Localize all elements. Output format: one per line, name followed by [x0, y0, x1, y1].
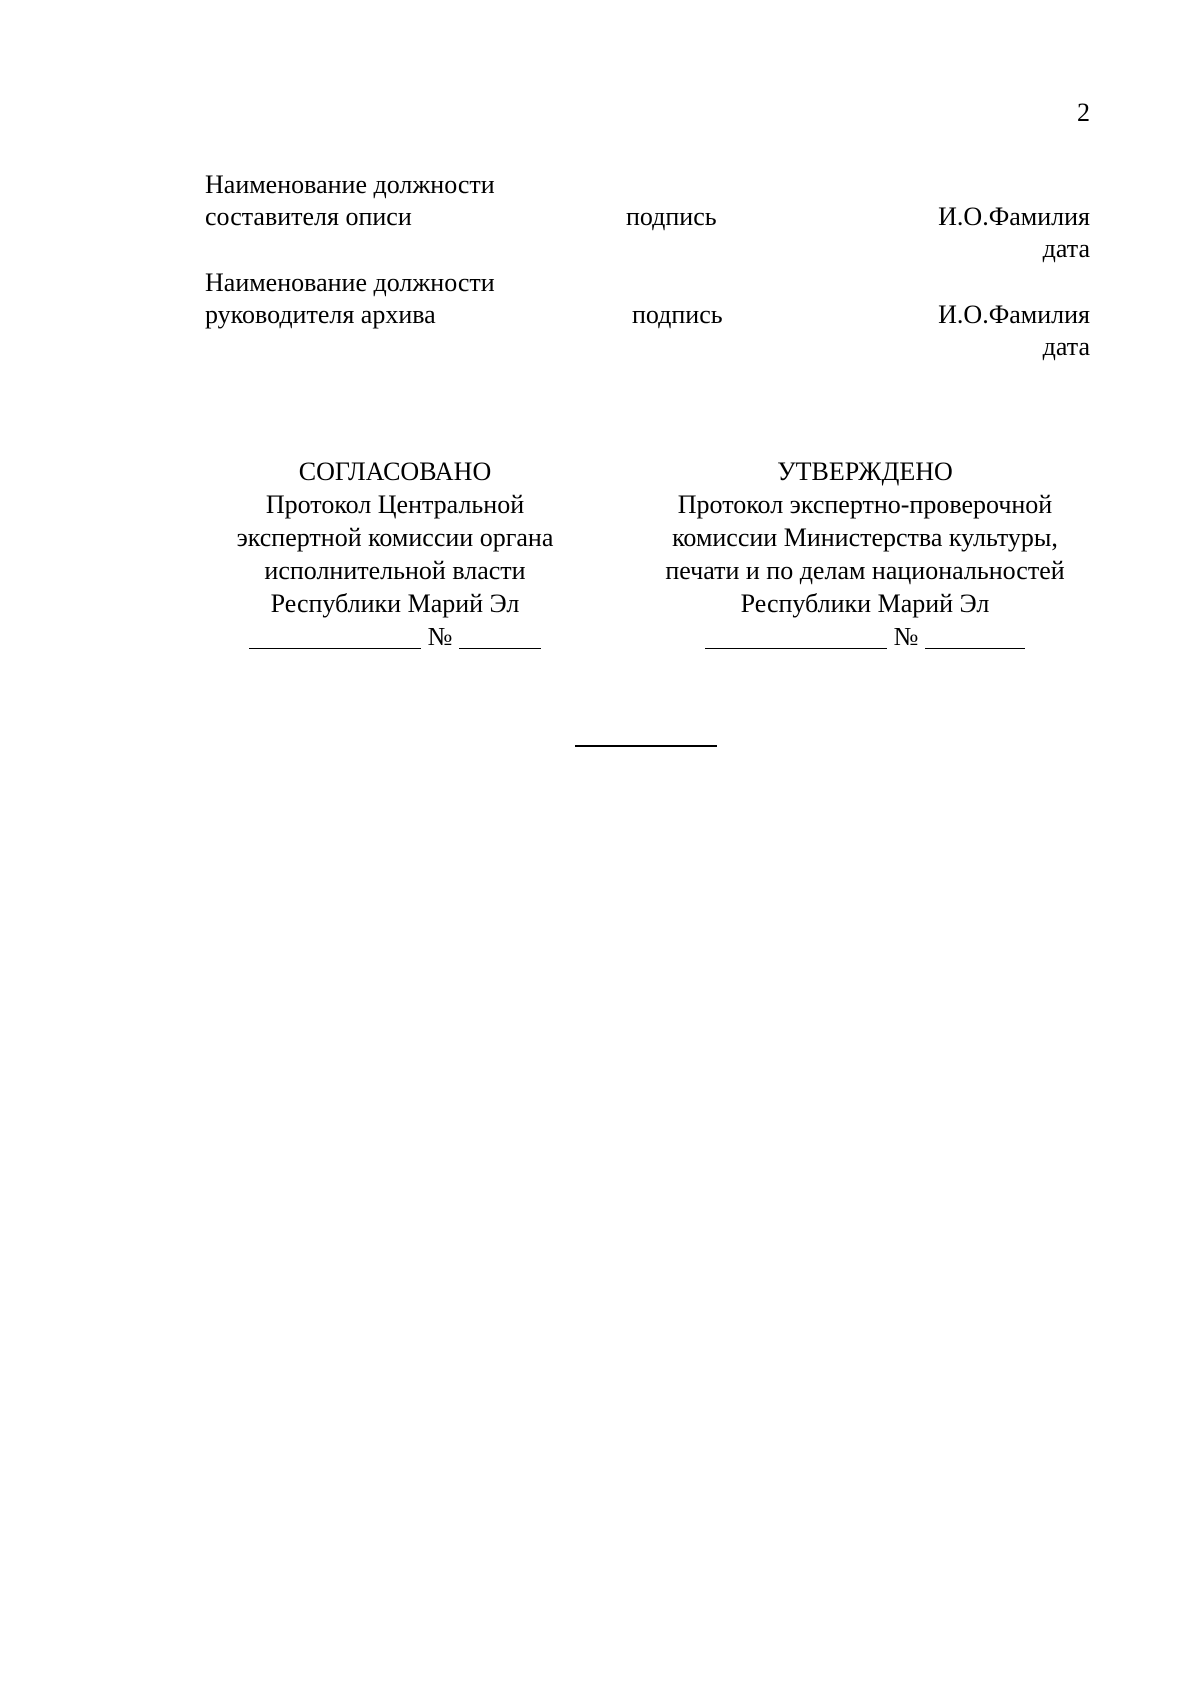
page-number: 2	[1077, 98, 1090, 127]
stamp-line: печати и по делам национальностей	[665, 556, 1065, 585]
date-blank	[705, 647, 887, 649]
name-placeholder: И.О.Фамилия	[938, 300, 1090, 329]
stamp-line: Республики Марий Эл	[270, 589, 520, 618]
protocol-number-line	[640, 620, 1090, 653]
number-sign: №	[893, 622, 919, 651]
signature-placeholder: подпись	[632, 300, 723, 329]
position-line: составителя описи	[205, 202, 412, 231]
position-line: руководителя архива	[205, 300, 436, 329]
stamp-line: Республики Марий Эл	[740, 589, 990, 618]
name-placeholder: И.О.Фамилия	[938, 202, 1090, 231]
position-title	[205, 169, 495, 233]
date-placeholder: дата	[1042, 332, 1090, 361]
date-placeholder: дата	[1042, 234, 1090, 263]
stamp-heading: СОГЛАСОВАНО	[298, 457, 492, 486]
signature-placeholder: подпись	[626, 202, 717, 231]
stamp-line: Протокол Центральной	[265, 490, 525, 519]
agreed-stamp	[175, 455, 615, 653]
number-sign: №	[427, 622, 453, 651]
position-line: Наименование должности	[205, 268, 495, 297]
number-blank	[459, 647, 541, 649]
stamp-heading: УТВЕРЖДЕНО	[777, 457, 953, 486]
protocol-number-line	[175, 620, 615, 653]
stamp-line: исполнительной власти	[264, 556, 526, 585]
position-title	[205, 267, 495, 331]
approved-stamp	[640, 455, 1090, 653]
position-line: Наименование должности	[205, 170, 495, 199]
number-blank	[925, 647, 1025, 649]
end-of-document-rule	[575, 745, 717, 747]
stamp-line: экспертной комиссии органа	[236, 523, 554, 552]
stamp-line: Протокол экспертно-проверочной	[677, 490, 1053, 519]
date-blank	[249, 647, 421, 649]
stamp-line: комиссии Министерства культуры,	[672, 523, 1058, 552]
